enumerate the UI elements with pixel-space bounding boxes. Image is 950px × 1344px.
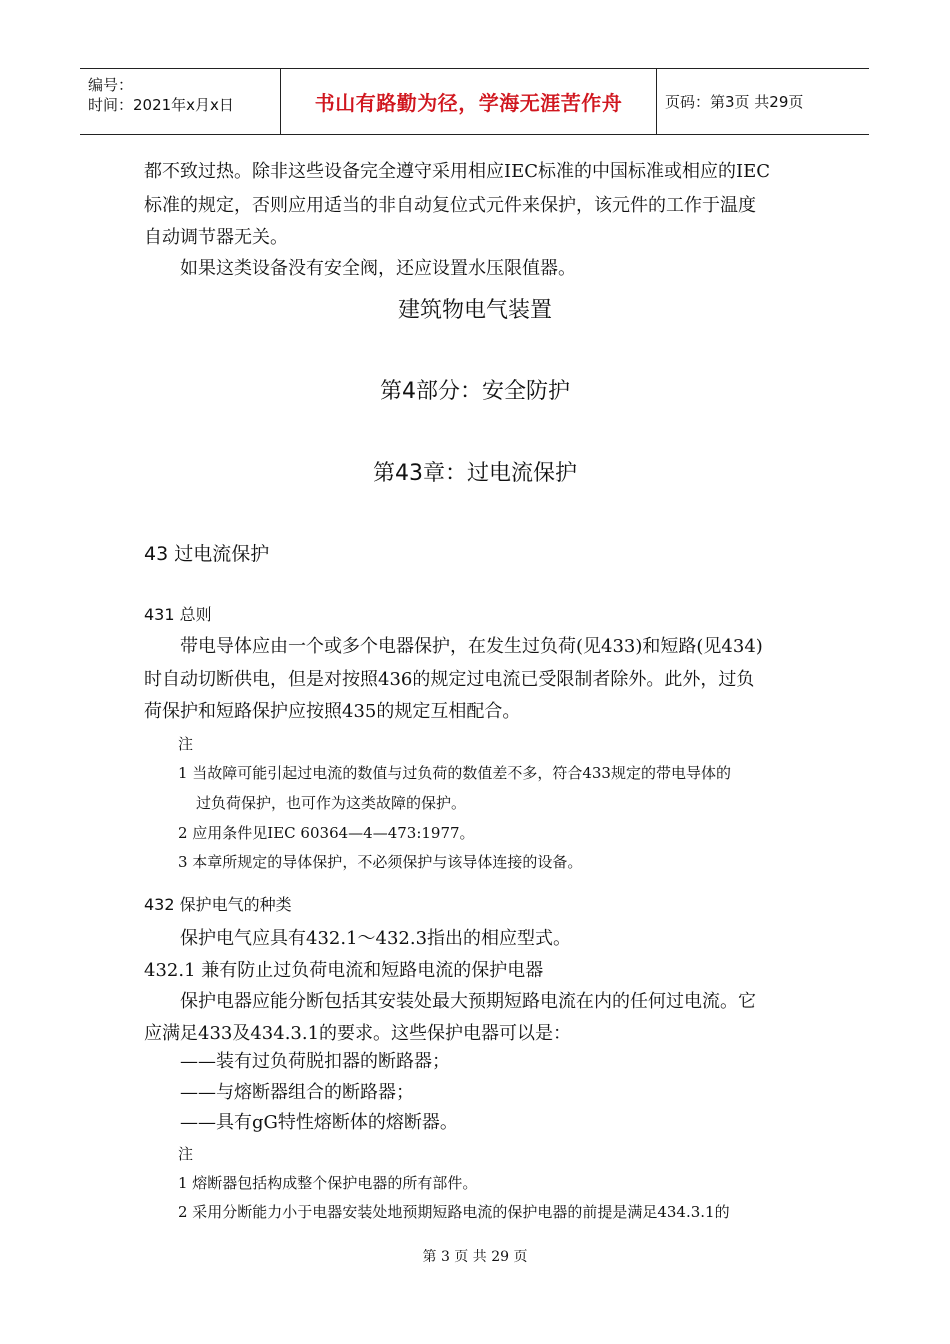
body-text: 应满足433及434.3.1的要求。这些保护电器可以是： [144, 1023, 572, 1044]
note-label: 注 [178, 735, 194, 753]
subsection-heading: 431 总则 [144, 605, 212, 624]
list-item: ——与熔断器组合的断路器； [180, 1082, 414, 1103]
page-footer: 第 3 页 共 29 页 [422, 1249, 528, 1265]
list-item: ——具有gG特性熔断体的熔断器。 [180, 1112, 458, 1133]
page-header [80, 68, 869, 135]
header-page-info: 页码：第3页 共29页 [665, 93, 804, 111]
doc-title: 建筑物电气装置 [397, 298, 552, 323]
note-label: 注 [178, 1145, 194, 1163]
note-item: 2 应用条件见IEC 60364—4—473:1977。 [178, 824, 475, 842]
clause-heading: 432.1 兼有防止过负荷电流和短路电流的保护电器 [144, 960, 544, 981]
body-text: 带电导体应由一个或多个电器保护，在发生过负荷(见433)和短路(见434) [180, 636, 763, 657]
list-item: ——装有过负荷脱扣器的断路器； [180, 1051, 450, 1072]
body-text: 都不致过热。除非这些设备完全遵守采用相应IEC标准的中国标准或相应的IEC [144, 161, 771, 182]
body-text: 荷保护和短路保护应按照435的规定互相配合。 [144, 701, 521, 722]
note-item: 1 熔断器包括构成整个保护电器的所有部件。 [178, 1174, 478, 1192]
note-item: 3 本章所规定的导体保护，不必须保护与该导体连接的设备。 [178, 853, 583, 871]
header-motto: 书山有路勤为径，学海无涯苦作舟 [281, 69, 657, 134]
body-text: 时自动切断供电，但是对按照436的规定过电流已受限制者除外。此外，过负 [144, 669, 755, 690]
subsection-heading: 432 保护电气的种类 [144, 895, 292, 914]
note-item: 1 当故障可能引起过电流的数值与过负荷的数值差不多，符合433规定的带电导体的 [178, 764, 731, 782]
number-label: 编号： [88, 76, 134, 94]
section-heading: 43 过电流保护 [144, 543, 270, 565]
part-title: 第4部分：安全防护 [380, 379, 570, 404]
note-item: 2 采用分断能力小于电器安装处地预期短路电流的保护电器的前提是满足434.3.1的 [178, 1203, 730, 1221]
note-item: 过负荷保护，也可作为这类故障的保护。 [196, 794, 467, 812]
body-text: 如果这类设备没有安全阀，还应设置水压限值器。 [180, 258, 576, 279]
body-text: 自动调节器无关。 [144, 227, 288, 248]
body-text: 保护电器应能分断包括其安装处最大预期短路电流在内的任何过电流。它 [180, 991, 756, 1012]
body-text: 保护电气应具有432.1～432.3指出的相应型式。 [180, 928, 572, 949]
header-meta [80, 69, 281, 134]
time-label: 时间：2021年x月x日 [88, 96, 234, 114]
body-text: 标准的规定，否则应用适当的非自动复位式元件来保护，该元件的工作于温度 [144, 195, 756, 216]
chapter-title: 第43章：过电流保护 [373, 461, 577, 486]
